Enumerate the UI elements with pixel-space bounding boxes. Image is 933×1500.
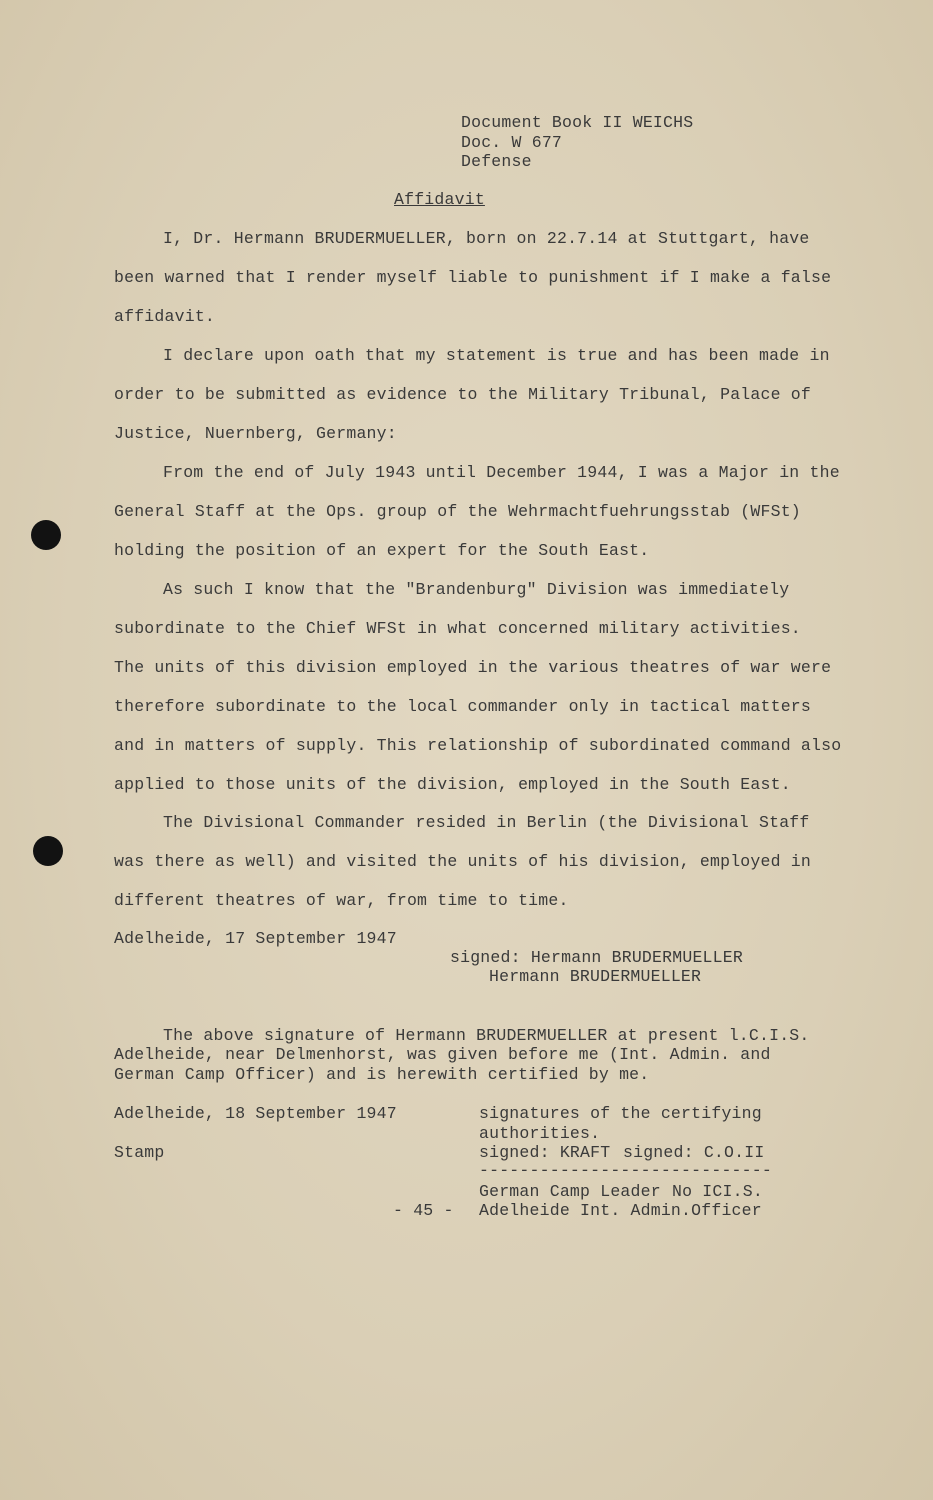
footer-place-date: Adelheide, 18 September 1947	[114, 1104, 397, 1123]
certification-line: German Camp Officer) and is herewith certified by me.	[114, 1065, 650, 1084]
signing-name: Hermann BRUDERMUELLER	[489, 967, 702, 986]
paragraph-line: Justice, Nuernberg, Germany:	[114, 424, 397, 443]
footer-camp-leader: German Camp Leader	[479, 1182, 661, 1201]
paragraph-line: General Staff at the Ops. group of the Wehrmachtfuehrungsstab (WFSt)	[114, 502, 801, 521]
paragraph-line: been warned that I render myself liable to punishment if I make a false	[114, 268, 832, 287]
header-defense: Defense	[461, 152, 532, 171]
paragraph-line: order to be submitted as evidence to the Military Tribunal, Palace of	[114, 385, 812, 404]
paragraph-line: and in matters of supply. This relationship of subordinated command also	[114, 736, 842, 755]
punch-hole	[33, 836, 63, 866]
footer-stamp: Stamp	[114, 1143, 165, 1162]
page-title: Affidavit	[394, 190, 485, 209]
paragraph-line: therefore subordinate to the local commander only in tactical matters	[114, 697, 812, 716]
punch-hole	[31, 520, 61, 550]
paragraph-line: holding the position of an expert for the South East.	[114, 541, 650, 560]
paragraph-line: affidavit.	[114, 307, 216, 326]
footer-signed-co: signed: C.O.II	[623, 1143, 765, 1162]
footer-signed-kraft: signed: KRAFT	[479, 1143, 611, 1162]
page-number: - 45 -	[393, 1201, 454, 1220]
footer-authorities-line1: signatures of the certifying	[479, 1104, 762, 1123]
footer-admin-officer: Adelheide Int. Admin.Officer	[479, 1201, 762, 1220]
paragraph-line: applied to those units of the division, employed in the South East.	[114, 775, 791, 794]
footer-no-ici: No ICI.S.	[672, 1182, 763, 1201]
paragraph-line: I declare upon oath that my statement is true and has been made in	[163, 346, 830, 365]
signing-place-date: Adelheide, 17 September 1947	[114, 929, 397, 948]
paragraph-line: As such I know that the "Brandenburg" Division was immediately	[163, 580, 790, 599]
footer-dashes: -----------------------------	[479, 1161, 772, 1180]
certification-line: Adelheide, near Delmenhorst, was given before me (Int. Admin. and	[114, 1045, 771, 1064]
paragraph-line: I, Dr. Hermann BRUDERMUELLER, born on 22.7.14 at Stuttgart, have	[163, 229, 810, 248]
paragraph-line: The units of this division employed in the various theatres of war were	[114, 658, 832, 677]
header-book: Document Book II WEICHS	[461, 113, 694, 132]
paragraph-line: different theatres of war, from time to time.	[114, 891, 569, 910]
certification-line: The above signature of Hermann BRUDERMUELLER at present l.C.I.S.	[163, 1026, 810, 1045]
paragraph-line: From the end of July 1943 until December 1944, I was a Major in the	[163, 463, 840, 482]
footer-authorities-line2: authorities.	[479, 1124, 601, 1143]
signing-signed: signed: Hermann BRUDERMUELLER	[450, 948, 743, 967]
paragraph-line: The Divisional Commander resided in Berlin (the Divisional Staff	[163, 813, 810, 832]
paragraph-line: was there as well) and visited the units of his division, employed in	[114, 852, 812, 871]
paragraph-line: subordinate to the Chief WFSt in what concerned military activities.	[114, 619, 801, 638]
header-doc-number: Doc. W 677	[461, 133, 563, 152]
